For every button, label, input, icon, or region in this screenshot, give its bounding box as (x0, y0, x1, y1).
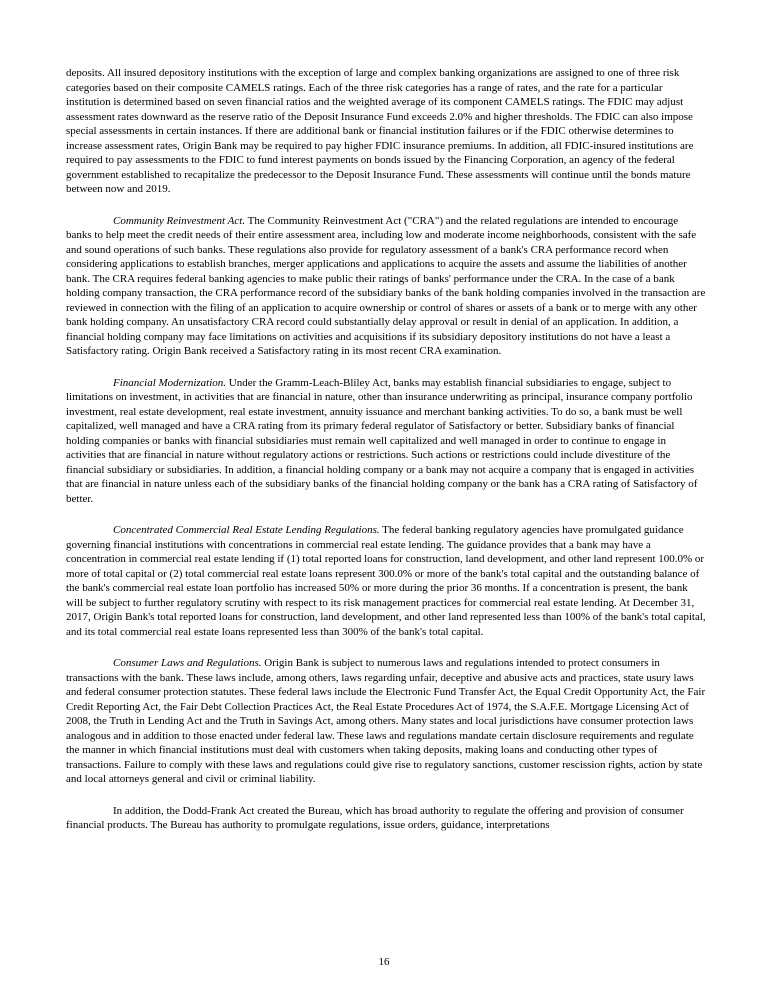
section-heading-consumer-laws-regulations: Consumer Laws and Regulations. (113, 657, 262, 669)
paragraph (66, 656, 706, 787)
paragraph-text: Origin Bank is subject to numerous laws and regulations intended to protect consumers in transactions with the bank. These laws include, among others, laws regarding unfair, deceptive and abusive acts and practices, state usury laws and federal consumer protection statutes. These federal laws include the Electronic Fund Transfer Act, the Equal Credit Opportunity Act, the Fair Credit Reporting Act, the Fair Debt Collection Practices Act, the Real Estate Procedures Act of 1974, the S.A.F.E. Mortgage Licensing Act of 2008, the Truth in Lending Act and the Truth in Savings Act, among others. Many states and local jurisdictions have consumer protection laws analogous and in addition to those enacted under federal law. These laws and regulations mandate certain disclosure requirements and regulate the manner in which financial institutions must deal with customers when taking deposits, making loans and conducting other types of transactions. Failure to comply with these laws and regulations could give rise to regulatory sanctions, customer rescission rights, action by state and local attorneys general and civil or criminal liability. (66, 657, 706, 785)
section-heading-financial-modernization: Financial Modernization. (113, 376, 227, 389)
page-number: 16 (378, 956, 390, 968)
paragraph (66, 66, 706, 197)
paragraph (66, 804, 706, 833)
page-footer (0, 955, 768, 969)
paragraph (66, 376, 706, 507)
paragraph-text: Under the Gramm-Leach-Bliley Act, banks may establish financial subsidiaries to engage, subject to limitations on investment, in activities that are financial in nature, other than insurance underwriting as principal, insurance company portfolio investment, real estate development, real estate investment, annuity issuance and merchant banking activities. To do so, a bank must be well capitalized, well managed and have a CRA rating from its primary federal regulator of Satisfactory or better. Subsidiary banks of financial holding companies or banks with financial subsidiaries must remain well capitalized and well managed in order to continue to engage in activities that are financial in nature without regulatory actions or restrictions. Such actions or restrictions could include divestiture of the financial subsidiary or subsidiaries. In addition, a financial holding company or a bank may not acquire a company that is engaged in activities that are financial in nature unless each of the subsidiary banks of the financial holding company or the bank has a CRA rating of Satisfactory of better. (66, 376, 698, 505)
paragraph (66, 523, 706, 639)
paragraph-text: In addition, the Dodd-Frank Act created the Bureau, which has broad authority to regulate the offering and provision of consumer financial products. The Bureau has authority to promulgate regulations, issue orders, guidance, interpretations (66, 804, 684, 831)
paragraph (66, 214, 706, 359)
section-heading-community-reinvestment-act: Community Reinvestment Act. (113, 214, 246, 227)
section-heading-concentrated-cre-lending: Concentrated Commercial Real Estate Lending Regulations. (113, 524, 380, 536)
paragraph-text: deposits. All insured depository institutions with the exception of large and complex banking organizations are assigned to one of three risk categories based on their composite CAMELS ratings. Each of the three risk categories has a range of rates, and the rate for a particular institution is determined based on seven financial ratios and the weighted average of its component CAMELS ratings. The FDIC may adjust assessment rates downward as the reserve ratio of the Deposit Insurance Fund exceeds 2.0% and higher thresholds. The FDIC can also impose special assessments in certain instances. If there are additional bank or financial institution failures or if the FDIC otherwise determines to increase assessment rates, Origin Bank may be required to pay higher FDIC insurance premiums. In addition, all FDIC-insured institutions are required to pay assessments to the FDIC to fund interest payments on bonds issued by the Financing Corporation, an agency of the federal government established to recapitalize the predecessor to the Deposit Insurance Fund. These assessments will continue until the bonds mature between now and 2019. (66, 67, 694, 195)
paragraph-text: The federal banking regulatory agencies have promulgated guidance governing financial institutions with concentrations in commercial real estate lending. The guidance provides that a bank may have a concentration in commercial real estate lending if (1) total reported loans for construction, land development, and other land represent 100.0% or more of total capital or (2) total commercial real estate loans represent 300.0% or more of the bank's total capital and the outstanding balance of the bank's commercial real estate loan portfolio has increased 50% or more during the prior 36 months. If a concentration is present, the bank will be subject to further regulatory scrutiny with respect to its risk management practices for commercial real estate lending. At December 31, 2017, Origin Bank's total reported loans for construction, land development, and other land represented less than 100% of the bank's total capital, and its total commercial real estate loans represented less than 300% of the bank's total capital. (66, 524, 706, 638)
page-body (66, 66, 706, 833)
paragraph-text: The Community Reinvestment Act ("CRA") and the related regulations are intended to encourage banks to help meet the credit needs of their entire assessment area, including low and moderate income neighborhoods, consistent with the safe and sound operations of such banks. These regulations also provide for regulatory assessment of a bank's CRA performance record when considering applications to establish branches, merger applications and applications to acquire the assets and assume the liabilities of another bank. The CRA requires federal banking agencies to make public their ratings of banks' performance under the CRA. In the case of a bank holding company transaction, the CRA performance record of the subsidiary banks of the bank holding companies involved in the transaction are reviewed in connection with the filing of an application to acquire ownership or control of shares or assets of a bank or to merge with any other bank holding company. An unsatisfactory CRA record could substantially delay approval or result in denial of an application. In addition, a financial holding company may face limitations on activities and acquisitions if its subsidiary depository institutions do not have a least a Satisfactory rating. Origin Bank received a Satisfactory rating in its most recent CRA examination. (66, 214, 706, 357)
